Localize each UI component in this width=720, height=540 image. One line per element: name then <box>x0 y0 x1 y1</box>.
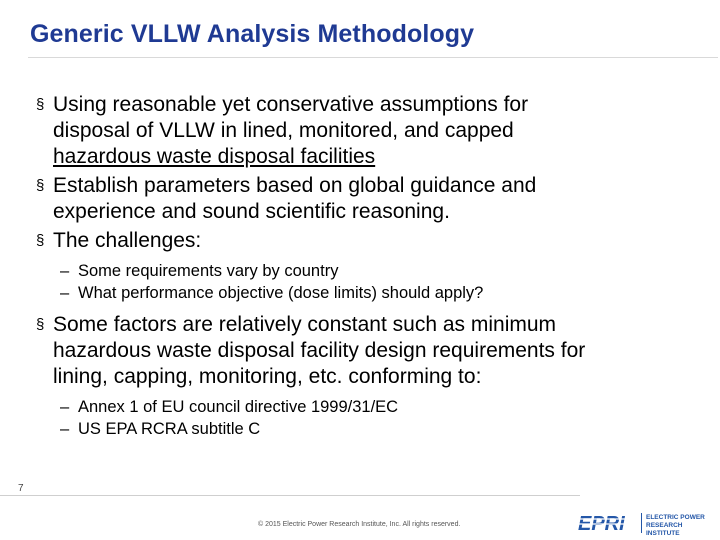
dash-icon: – <box>60 284 70 302</box>
sub-bullet-text: What performance objective (dose limits) should apply? <box>78 284 484 302</box>
logo-line-2: RESEARCH INSTITUTE <box>646 522 683 537</box>
bullet-text: Using reasonable yet conservative assumptions for <box>53 93 529 116</box>
sub-bullet-item <box>60 418 696 440</box>
bullet-text: The challenges: <box>53 229 202 252</box>
bullet-text: Establish parameters based on global guidance and <box>53 174 537 197</box>
logo-mark-text: EPRI <box>578 513 625 534</box>
sub-bullet-text: Annex 1 of EU council directive 1999/31/EC <box>78 398 399 416</box>
slide-content <box>36 92 696 448</box>
page-number: 7 <box>18 483 24 494</box>
title-divider <box>28 57 718 58</box>
sub-bullet-list <box>60 396 696 440</box>
epri-logo-mark-icon <box>578 512 638 534</box>
logo-line-1: ELECTRIC POWER <box>646 514 705 521</box>
bullet-item <box>36 173 696 225</box>
bullet-text: experience and sound scientific reasoning. <box>53 200 450 223</box>
bullet-text: lining, capping, monitoring, etc. conforming to: <box>53 365 482 388</box>
logo-wordmark <box>646 514 713 538</box>
copyright-notice: © 2015 Electric Power Research Institute, Inc. All rights reserved. <box>258 521 461 528</box>
sub-bullet-list <box>60 260 696 304</box>
logo-divider <box>641 513 642 533</box>
dash-icon: – <box>60 262 70 280</box>
bullet-text: Some factors are relatively constant such as minimum <box>53 313 557 336</box>
bullet-item <box>36 312 696 390</box>
bullet-item <box>36 228 696 254</box>
slide-title: Generic VLLW Analysis Methodology <box>30 20 475 48</box>
footer-divider <box>0 495 580 496</box>
sub-bullet-text: US EPA RCRA subtitle C <box>78 420 261 438</box>
bullet-text: hazardous waste disposal facility design requirements for <box>53 339 586 362</box>
sub-bullet-item <box>60 282 696 304</box>
bullet-icon: § <box>36 177 45 194</box>
bullet-item <box>36 92 696 170</box>
epri-logo <box>578 512 713 537</box>
bullet-icon: § <box>36 96 45 113</box>
dash-icon: – <box>60 398 70 416</box>
dash-icon: – <box>60 420 70 438</box>
sub-bullet-item <box>60 396 696 418</box>
bullet-icon: § <box>36 316 45 333</box>
bullet-text: disposal of VLLW in lined, monitored, and capped <box>53 119 514 142</box>
sub-bullet-item <box>60 260 696 282</box>
bullet-text-underlined: hazardous waste disposal facilities <box>53 145 376 168</box>
sub-bullet-text: Some requirements vary by country <box>78 262 339 280</box>
bullet-icon: § <box>36 232 45 249</box>
